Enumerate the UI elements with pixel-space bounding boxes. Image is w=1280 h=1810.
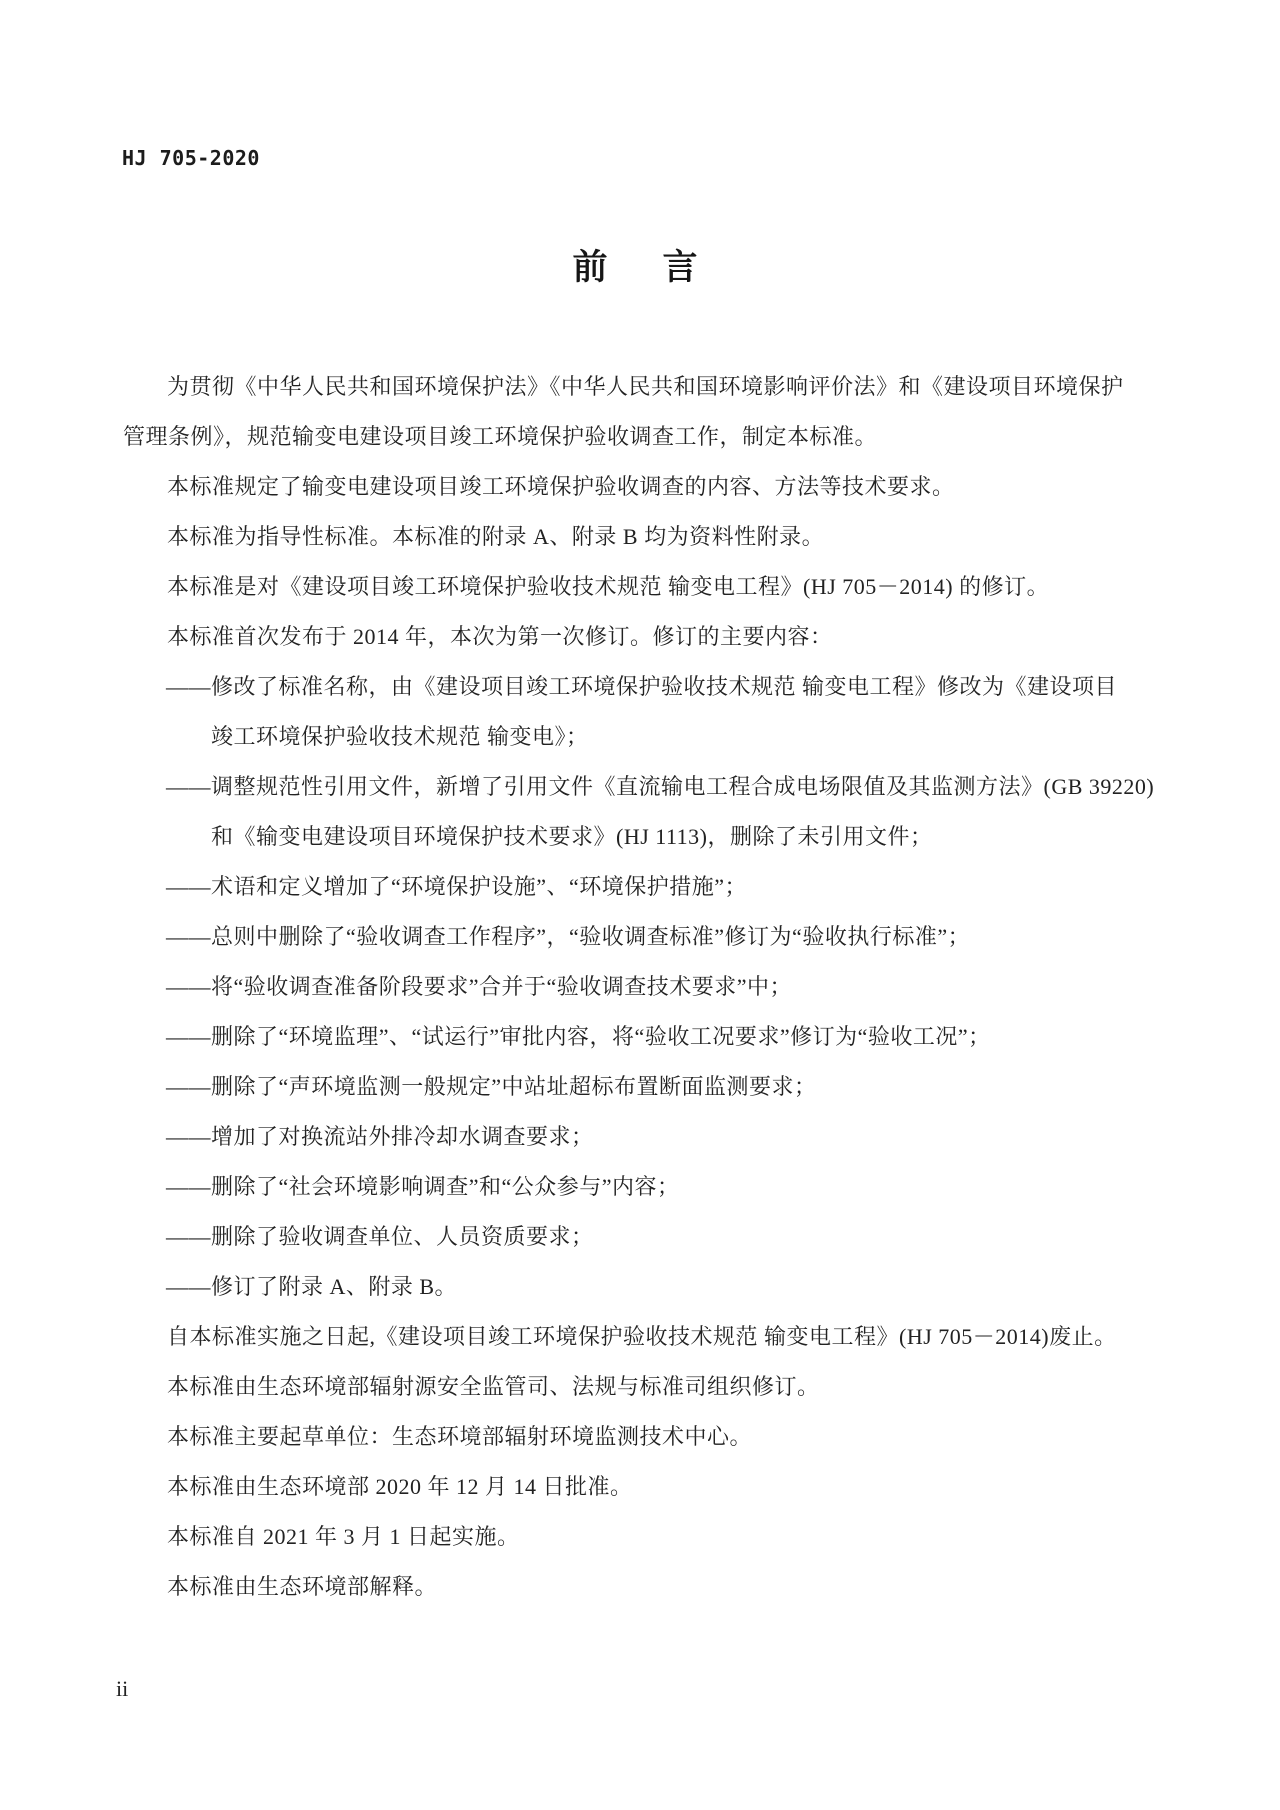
foreword-content (123, 362, 1193, 1612)
foreword-line: 本标准主要起草单位：生态环境部辐射环境监测技术中心。 (167, 1424, 753, 1449)
foreword-line: 管理条例》，规范输变电建设项目竣工环境保护验收调查工作，制定本标准。 (123, 424, 878, 449)
foreword-line: 为贯彻《中华人民共和国环境保护法》《中华人民共和国环境影响评价法》和《建设项目环境保护 (167, 374, 1124, 399)
foreword-line: 本标准由生态环境部解释。 (167, 1574, 438, 1599)
page-title: 前 言 (572, 248, 708, 288)
revision-item-line: ——删除了“社会环境影响调查”和“公众参与”内容； (166, 1174, 680, 1199)
foreword-line: 本标准首次发布于 2014 年，本次为第一次修订。修订的主要内容： (167, 624, 833, 649)
revision-item-line: ——将“验收调查准备阶段要求”合并于“验收调查技术要求”中； (166, 974, 793, 999)
revision-item-line: ——修改了标准名称，由《建设项目竣工环境保护验收技术规范 输变电工程》修改为《建设项目 (166, 674, 1118, 699)
revision-item-line: ——术语和定义增加了“环境保护设施”、“环境保护措施”； (166, 874, 748, 899)
foreword-line: 本标准自 2021 年 3 月 1 日起实施。 (167, 1524, 520, 1549)
foreword-line: 本标准是对《建设项目竣工环境保护验收技术规范 输变电工程》(HJ 705－2014) 的修订。 (167, 574, 1050, 599)
revision-item-line: ——调整规范性引用文件，新增了引用文件《直流输电工程合成电场限值及其监测方法》(GB 39220) (166, 774, 1155, 799)
standard-number: HJ 705-2020 (122, 146, 260, 170)
foreword-line: 本标准由生态环境部辐射源安全监管司、法规与标准司组织修订。 (167, 1374, 820, 1399)
revision-item-line: ——总则中删除了“验收调查工作程序”，“验收调查标准”修订为“验收执行标准”； (166, 924, 971, 949)
revision-item-line: ——增加了对换流站外排冷却水调查要求； (166, 1124, 594, 1149)
revision-item-line: 竣工环境保护验收技术规范 输变电》； (211, 724, 589, 749)
revision-item-line: ——删除了验收调查单位、人员资质要求； (166, 1224, 594, 1249)
revision-item-line: ——修订了附录 A、附录 B。 (166, 1274, 458, 1299)
revision-item-line: ——删除了“声环境监测一般规定”中站址超标布置断面监测要求； (166, 1074, 817, 1099)
revision-item-line: ——删除了“环境监理”、“试运行”审批内容，将“验收工况要求”修订为“验收工况”； (166, 1024, 991, 1049)
foreword-line: 本标准规定了输变电建设项目竣工环境保护验收调查的内容、方法等技术要求。 (167, 474, 955, 499)
foreword-line: 本标准为指导性标准。本标准的附录 A、附录 B 均为资料性附录。 (167, 524, 825, 549)
page-number: ii (116, 1676, 129, 1701)
revision-item-line: 和《输变电建设项目环境保护技术要求》(HJ 1113)，删除了未引用文件； (211, 824, 933, 849)
foreword-line: 自本标准实施之日起,《建设项目竣工环境保护验收技术规范 输变电工程》(HJ 705－2014)废止。 (167, 1324, 1117, 1349)
foreword-line: 本标准由生态环境部 2020 年 12 月 14 日批准。 (167, 1474, 633, 1499)
